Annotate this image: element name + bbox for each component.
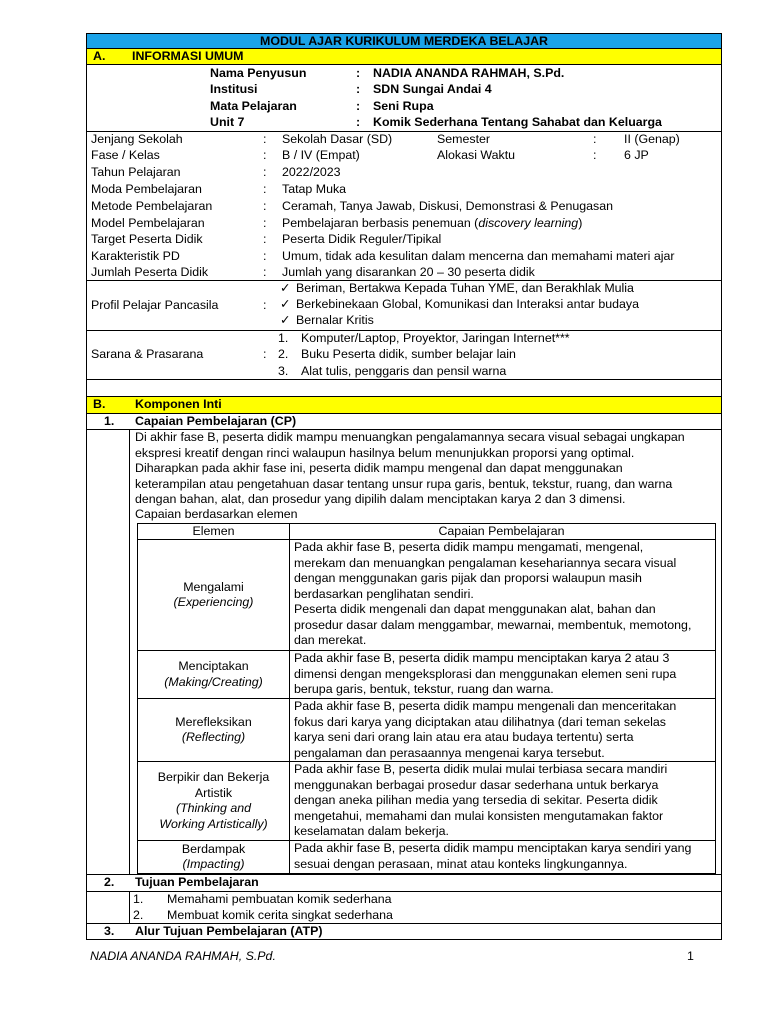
section-b-title: Komponen Inti bbox=[135, 397, 222, 411]
element-description: Pada akhir fase B, peserta didik mulai mulai terbiasa secara mandiri menggunakan berbagai prosedur dasar sederhana untuk berkarya dengan aneka pilihan media yang tersedia di sekitar. Peserta didik mengetahui, memahami dan mulai konsisten mengutamakan faktor keselamatan dalam bekerja. bbox=[294, 762, 668, 838]
element-description: Pada akhir fase B, peserta didik mampu mengenali dan menceritakan fokus dari karya yang diciptakan atau dilihatnya (dari teman sekelas karya seni dari orang lain atau era atau budaya tertentu) serta pengalaman dan perasaannya mengenai karya tersebut. bbox=[294, 699, 677, 760]
element-description: Pada akhir fase B, peserta didik mampu mengamati, mengenal, merekam dan menuangkan pengalaman kesehariannya secara visual dengan menggunakan garis pijak dan proporsi walaupun masih berdasarkan penglihatan sendiri. Peserta didik mengenali dan dapat menggunakan alat, bahan dan prosedur dasar dalam menggambar, mewarnai, membentuk, memotong, dan merekat. bbox=[294, 540, 692, 647]
institution-value: SDN Sungai Andai 4 bbox=[373, 82, 492, 96]
atp-header bbox=[86, 924, 722, 940]
metode-value: Ceramah, Tanya Jawab, Diskusi, Demonstrasi & Penugasan bbox=[282, 199, 614, 213]
profil-item: ✓ Beriman, Bertakwa Kepada Tuhan YME, dan Berakhlak Mulia bbox=[280, 281, 634, 295]
tujuan-item: Memahami pembuatan komik sederhana bbox=[167, 892, 392, 906]
section-a-header bbox=[86, 49, 722, 65]
atp-title: Alur Tujuan Pembelajaran (ATP) bbox=[135, 924, 323, 938]
colon: : bbox=[356, 115, 361, 129]
tujuan-number: 2. bbox=[104, 875, 115, 889]
jumlah-value: Jumlah yang disarankan 20 – 30 peserta didik bbox=[282, 265, 535, 279]
page-number: 1 bbox=[687, 949, 694, 963]
tahun-value: 2022/2023 bbox=[282, 165, 341, 179]
sarana-text: Alat tulis, penggaris dan pensil warna bbox=[301, 364, 507, 378]
subject-label: Mata Pelajaran bbox=[210, 99, 297, 113]
spacer-row bbox=[86, 380, 722, 397]
author-label: Nama Penyusun bbox=[210, 66, 307, 80]
jenjang-label: Jenjang Sekolah bbox=[91, 132, 183, 146]
column-header: Elemen bbox=[138, 524, 290, 539]
tujuan-item: Membuat komik cerita singkat sederhana bbox=[167, 908, 393, 922]
cp-title: Capaian Pembelajaran (CP) bbox=[135, 414, 297, 428]
sarana-num: 1. bbox=[278, 331, 289, 345]
jumlah-label: Jumlah Peserta Didik bbox=[91, 265, 209, 279]
institution-label: Institusi bbox=[210, 82, 258, 96]
sarana-label: Sarana & Prasarana bbox=[91, 347, 204, 361]
tahun-label: Tahun Pelajaran bbox=[91, 165, 181, 179]
subject-value: Seni Rupa bbox=[373, 99, 434, 113]
colon: : bbox=[593, 132, 597, 146]
tujuan-title: Tujuan Pembelajaran bbox=[135, 875, 259, 889]
unit-value: Komik Sederhana Tentang Sahabat dan Keluarga bbox=[373, 115, 662, 129]
alokasi-label: Alokasi Waktu bbox=[437, 148, 516, 162]
elements-table-header bbox=[138, 524, 715, 540]
tujuan-num: 2. bbox=[133, 908, 144, 922]
colon: : bbox=[593, 148, 597, 162]
element-name: Berpikir dan Bekerja Artistik (Thinking and Working Artistically) bbox=[138, 762, 290, 840]
cp-paragraph: Di akhir fase B, peserta didik mampu menuangkan pengalamannya secara visual sebagai ungkapan ekspresi kreatif dengan rinci walaupun hasilnya belum menunjukkan proporsi yang optimal. Diharapkan pada akhir fase ini, peserta didik mampu mengenal dan dapat menggunakan keterampilan atau pengetahuan dasar tentang unsur rupa garis, bentuk, tekstur, ruang, dan warna dengan bahan, alat, dan prosedur yang dipilih dalam menciptakan karya 2 dan 3 dimensi. bbox=[135, 430, 685, 506]
table-row bbox=[138, 540, 715, 651]
sarana-num: 3. bbox=[278, 364, 289, 378]
module-document bbox=[86, 33, 722, 940]
elements-table bbox=[137, 523, 716, 874]
colon: : bbox=[263, 132, 267, 146]
author-info-block bbox=[86, 65, 722, 132]
detail-info-block bbox=[86, 132, 722, 281]
alokasi-value: 6 JP bbox=[624, 148, 649, 162]
sarana-text: Komputer/Laptop, Proyektor, Jaringan Internet*** bbox=[301, 331, 570, 345]
section-b-letter: B. bbox=[93, 397, 106, 411]
element-description: Pada akhir fase B, peserta didik mampu menciptakan karya 2 atau 3 dimensi dengan mengeksplorasi dan menggunakan elemen seni rupa berupa garis, bentuk, tekstur, ruang dan warna. bbox=[294, 651, 677, 696]
colon: : bbox=[356, 66, 361, 80]
colon: : bbox=[263, 216, 267, 230]
target-label: Target Peserta Didik bbox=[91, 232, 203, 246]
moda-label: Moda Pembelajaran bbox=[91, 182, 202, 196]
colon: : bbox=[263, 199, 267, 213]
atp-number: 3. bbox=[104, 924, 115, 938]
cp-header bbox=[86, 414, 722, 430]
table-row bbox=[138, 762, 715, 841]
model-value: Pembelajaran berbasis penemuan (discovery learning) bbox=[282, 216, 583, 230]
fase-label: Fase / Kelas bbox=[91, 148, 160, 162]
profil-block bbox=[86, 281, 722, 331]
checkmark-icon: ✓ bbox=[280, 297, 291, 311]
colon: : bbox=[356, 82, 361, 96]
cp-number: 1. bbox=[104, 414, 115, 428]
tujuan-num: 1. bbox=[133, 892, 144, 906]
element-description: Pada akhir fase B, peserta didik mampu menciptakan karya sendiri yang sesuai dengan perasaan, minat atau konteks lingkungannya. bbox=[294, 841, 692, 871]
footer-author: NADIA ANANDA RAHMAH, S.Pd. bbox=[90, 949, 276, 963]
sarana-num: 2. bbox=[278, 347, 289, 361]
colon: : bbox=[263, 249, 267, 263]
section-a-title: INFORMASI UMUM bbox=[132, 49, 244, 63]
colon: : bbox=[263, 165, 267, 179]
table-row bbox=[138, 699, 715, 762]
tujuan-header bbox=[86, 875, 722, 892]
metode-label: Metode Pembelajaran bbox=[91, 199, 213, 213]
jenjang-value: Sekolah Dasar (SD) bbox=[282, 132, 393, 146]
table-row bbox=[138, 841, 715, 873]
fase-value: B / IV (Empat) bbox=[282, 148, 360, 162]
title-row bbox=[86, 33, 722, 49]
target-value: Peserta Didik Reguler/Tipikal bbox=[282, 232, 442, 246]
sarana-block bbox=[86, 331, 722, 380]
profil-item: ✓ Bernalar Kritis bbox=[280, 313, 374, 327]
colon: : bbox=[263, 265, 267, 279]
section-b-header bbox=[86, 397, 722, 414]
profil-item: ✓ Berkebinekaan Global, Komunikasi dan Interaksi antar budaya bbox=[280, 297, 640, 311]
karakteristik-label: Karakteristik PD bbox=[91, 249, 180, 263]
element-name: Mengalami (Experiencing) bbox=[138, 540, 290, 650]
model-label: Model Pembelajaran bbox=[91, 216, 205, 230]
cp-subtitle: Capaian berdasarkan elemen bbox=[135, 507, 298, 521]
unit-label: Unit 7 bbox=[210, 115, 245, 129]
author-value: NADIA ANANDA RAHMAH, S.Pd. bbox=[373, 66, 565, 80]
sarana-text: Buku Peserta didik, sumber belajar lain bbox=[301, 347, 516, 361]
page-title: MODUL AJAR KURIKULUM MERDEKA BELAJAR bbox=[260, 34, 548, 48]
cp-body bbox=[86, 430, 722, 875]
colon: : bbox=[356, 99, 361, 113]
semester-value: II (Genap) bbox=[624, 132, 680, 146]
element-name: Berdampak (Impacting) bbox=[138, 841, 290, 873]
checkmark-icon: ✓ bbox=[280, 281, 291, 295]
table-row bbox=[138, 651, 715, 699]
colon: : bbox=[263, 232, 267, 246]
element-name: Menciptakan (Making/Creating) bbox=[138, 651, 290, 698]
tujuan-body bbox=[86, 892, 722, 924]
cp-left-gutter bbox=[129, 430, 130, 874]
semester-label: Semester bbox=[437, 132, 491, 146]
tujuan-left-gutter bbox=[129, 892, 130, 923]
section-a-letter: A. bbox=[93, 49, 106, 63]
checkmark-icon: ✓ bbox=[280, 313, 291, 327]
profil-label: Profil Pelajar Pancasila bbox=[91, 298, 219, 312]
moda-value: Tatap Muka bbox=[282, 182, 347, 196]
colon: : bbox=[263, 347, 267, 361]
karakteristik-value: Umum, tidak ada kesulitan dalam mencerna dan memahami materi ajar bbox=[282, 249, 675, 263]
colon: : bbox=[263, 182, 267, 196]
colon: : bbox=[263, 148, 267, 162]
element-name: Merefleksikan (Reflecting) bbox=[138, 699, 290, 761]
column-header: Capaian Pembelajaran bbox=[438, 524, 565, 538]
colon: : bbox=[263, 298, 267, 312]
